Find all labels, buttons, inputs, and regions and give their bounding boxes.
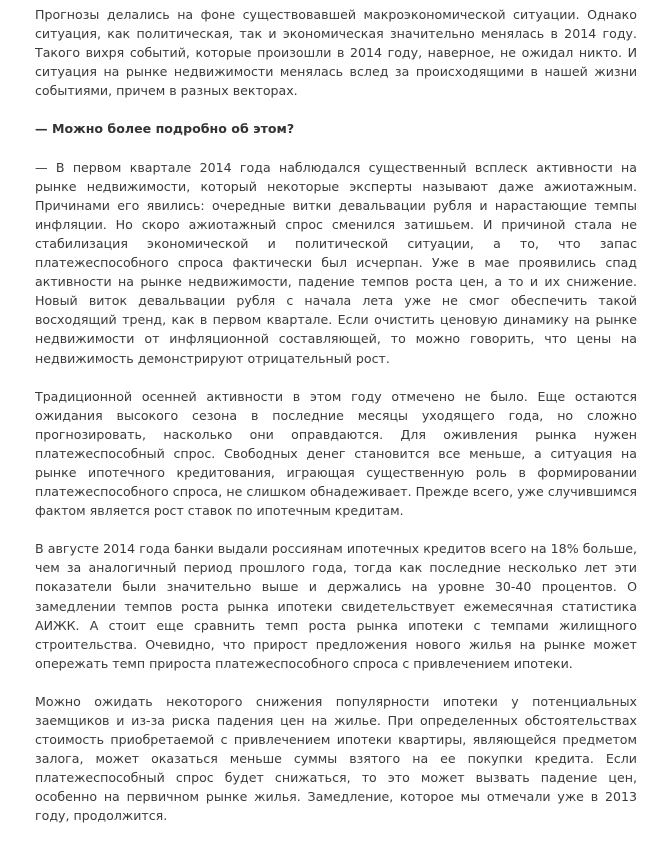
article-body (35, 5, 637, 845)
paragraph-answer-first-quarter: — В первом квартале 2014 года наблюдался существенный всплеск активности на рынке недвижимости, который некоторые эксперты называют даже ажиотажным. Причинами его явились: очередные витки девальвации рубля и нарастающие темпы инфляции. Но скоро ажиотажный спрос сменился затишьем. И причиной стала не стабилизация экономической и политической ситуации, а то, что запас платежеспособного спроса фактически был исчерпан. Уже в мае проявились спад активности на рынке недвижимости, падение темпов роста цен, а то и их снижение. Новый виток девальвации рубля с начала лета уже не смог обеспечить такой восходящий тренд, как в первом квартале. Если очистить ценовую динамику на рынке недвижимости от инфляционной составляющей, то можно говорить, что цены на недвижимость демонстрируют отрицательный рост. (35, 159, 637, 366)
paragraph-autumn-activity: Традиционной осенней активности в этом году отмечено не было. Еще остаются ожидания высокого сезона в последние месяцы уходящего года, но сложно прогнозировать, насколько они оправдаются. Для оживления рынка нужен платежеспособный спрос. Свободных денег становится все меньше, а ситуация на рынке ипотечного кредитования, играющая существенную роль в формировании платежеспособного спроса, не слишком обнадеживает. Прежде всего, уже случившимся фактом является рост ставок по ипотечным кредитам. (35, 388, 637, 519)
paragraph-mortgage-popularity: Можно ожидать некоторого снижения популярности ипотеки у потенциальных заемщиков и из-за риска падения цен на жилье. При определенных обстоятельствах стоимость приобретаемой с привлечением ипотеки квартиры, являющейся предметом залога, может оказаться меньше суммы взятого на ее покупки кредита. Если платежеспособный спрос будет снижаться, то это может вызвать падение цен, особенно на первичном рынке жилья. Замедление, которое мы отмечали уже в 2013 году, продолжится. (35, 693, 637, 824)
paragraph-intro: Прогнозы делались на фоне существовавшей макроэкономической ситуации. Однако ситуация, как политическая, так и экономическая значительно менялась в 2014 году. Такого вихря событий, которые произошли в 2014 году, наверное, не ожидал никто. И ситуация на рынке недвижимости менялась вслед за происходящими в нашей жизни событиями, причем в разных векторах. (35, 7, 637, 99)
interview-question: — Можно более подробно об этом? (35, 121, 295, 137)
paragraph-august-mortgages: В августе 2014 года банки выдали россиянам ипотечных кредитов всего на 18% больше, чем за аналогичный период прошлого года, тогда как последние несколько лет эти показатели были значительно выше и держались на уровне 30-40 процентов. О замедлении темпов роста рынка ипотеки свидетельствует ежемесячная статистика АИЖК. А стоит еще сравнить темп роста рынка ипотеки с темпами жилищного строительства. Очевидно, что прирост предложения нового жилья на рынке может опережать темп прироста платежеспособного спроса с привлечением ипотеки. (35, 541, 637, 671)
